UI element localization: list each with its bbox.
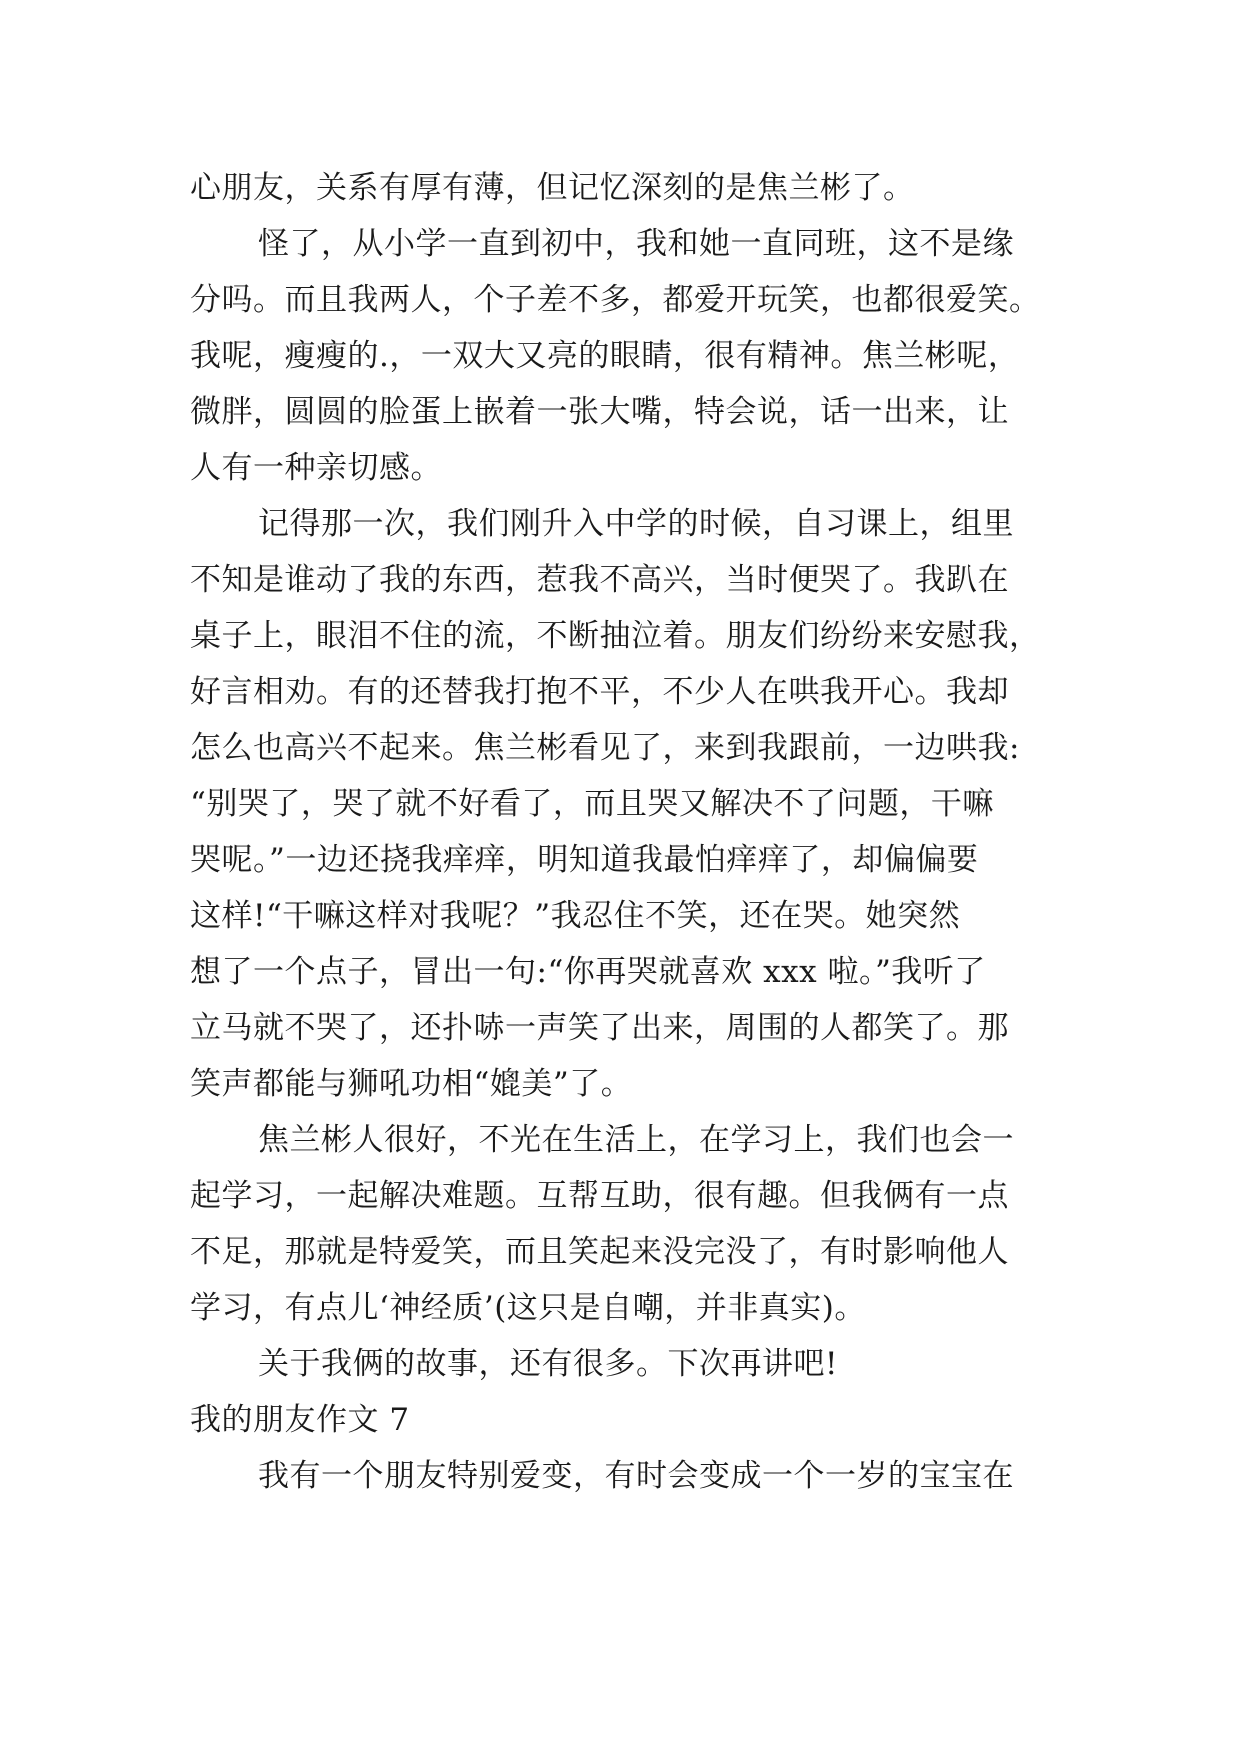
text-line: 人有一种亲切感。 [190, 450, 442, 486]
text-line: 不知是谁动了我的东西，惹我不高兴，当时便哭了。我趴在 [190, 562, 1009, 598]
text-line: 这样!“干嘛这样对我呢？”我忍住不笑，还在哭。她突然 [190, 898, 961, 934]
text-line: 好言相劝。有的还替我打抱不平，不少人在哄我开心。我却 [190, 674, 1009, 710]
text-line: 笑声都能与狮吼功相“媲美”了。 [190, 1066, 633, 1102]
paragraph-start-line: 怪了，从小学一直到初中，我和她一直同班，这不是缘 [258, 226, 1014, 262]
text-line: “别哭了，哭了就不好看了，而且哭又解决不了问题，干嘛 [190, 786, 994, 822]
paragraph-start-line: 焦兰彬人很好，不光在生活上，在学习上，我们也会一 [258, 1122, 1014, 1158]
text-line: 不足，那就是特爱笑，而且笑起来没完没了，有时影响他人 [190, 1234, 1009, 1270]
text-line: 心朋友，关系有厚有薄，但记忆深刻的是焦兰彬了。 [190, 170, 915, 206]
paragraph-start-line: 关于我俩的故事，还有很多。下次再讲吧! [258, 1346, 838, 1382]
text-line: 想了一个点子，冒出一句:“你再哭就喜欢 xxx 啦。”我听了 [190, 954, 986, 990]
text-line: 桌子上，眼泪不住的流，不断抽泣着。朋友们纷纷来安慰我， [190, 618, 1041, 654]
text-line: 起学习，一起解决难题。互帮互助，很有趣。但我俩有一点 [190, 1178, 1009, 1214]
paragraph-start-line: 我有一个朋友特别爱变，有时会变成一个一岁的宝宝在 [258, 1458, 1014, 1494]
section-heading: 我的朋友作文 7 [190, 1402, 410, 1438]
paragraph-start-line: 记得那一次，我们刚升入中学的时候，自习课上，组里 [258, 506, 1014, 542]
text-line: 学习，有点儿‘神经质’(这只是自嘲，并非真实)。 [190, 1290, 866, 1326]
text-line: 怎么也高兴不起来。焦兰彬看见了，来到我跟前，一边哄我: [190, 730, 1020, 766]
document-body [190, 160, 1070, 1504]
text-line: 我呢，瘦瘦的.，一双大又亮的眼睛，很有精神。焦兰彬呢， [190, 338, 1020, 374]
text-line: 哭呢。”一边还挠我痒痒，明知道我最怕痒痒了，却偏偏要 [190, 842, 979, 878]
text-line: 微胖，圆圆的脸蛋上嵌着一张大嘴，特会说，话一出来，让 [190, 394, 1009, 430]
text-line: 立马就不哭了，还扑哧一声笑了出来，周围的人都笑了。那 [190, 1010, 1009, 1046]
text-line: 分吗。而且我两人，个子差不多，都爱开玩笑，也都很爱笑。 [190, 282, 1041, 318]
